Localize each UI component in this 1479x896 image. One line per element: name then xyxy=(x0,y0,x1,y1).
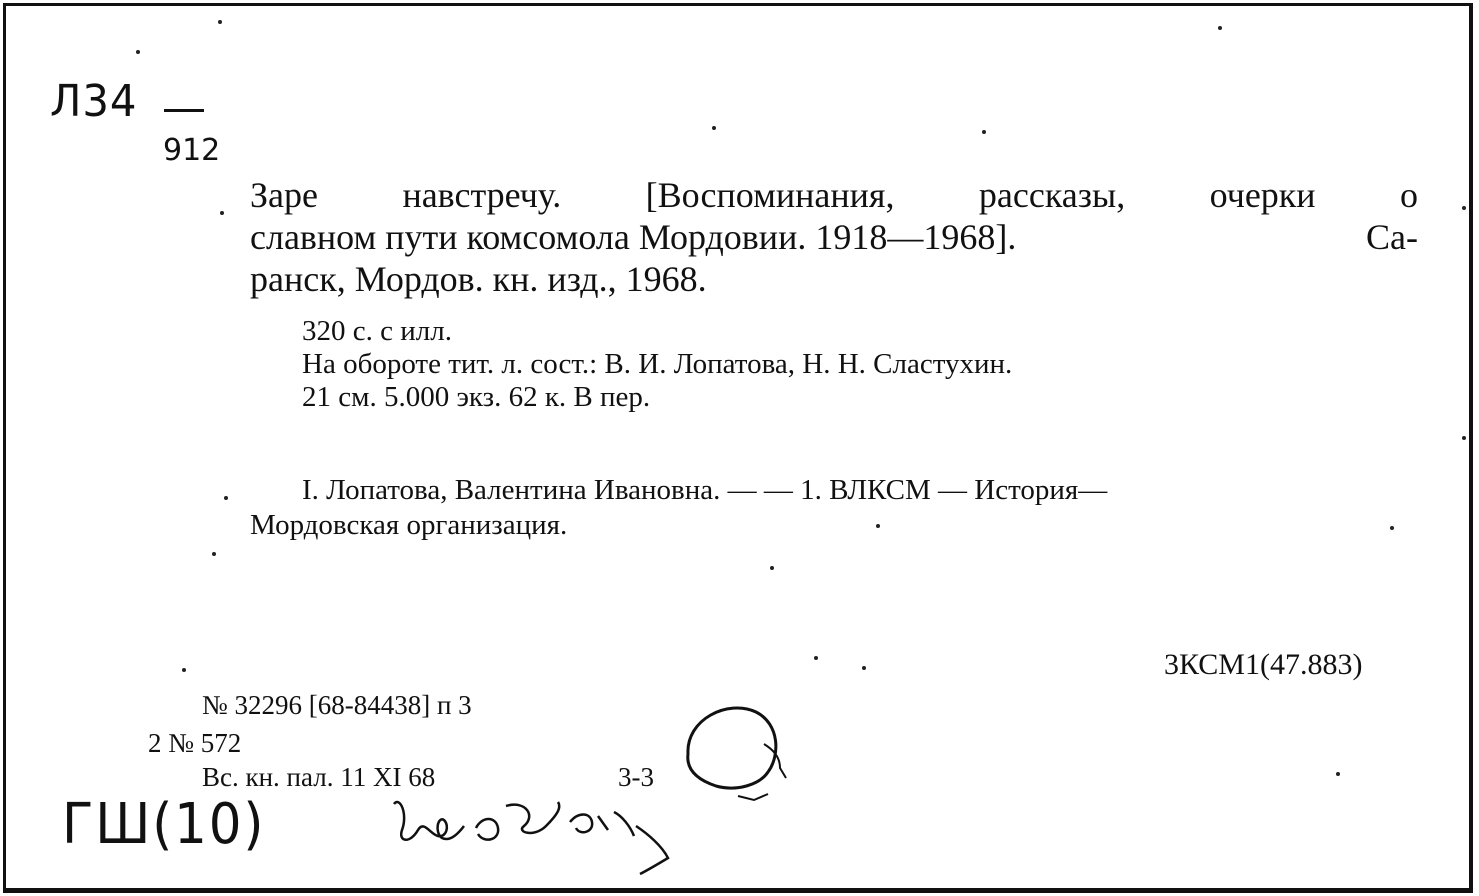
speck xyxy=(1390,526,1394,530)
speck xyxy=(862,666,866,670)
order-number-line-2: 2 № 572 xyxy=(148,728,242,758)
circle-stamp-icon xyxy=(668,694,798,814)
speck xyxy=(220,211,224,215)
verso-note: На обороте тит. л. сост.: В. И. Лопатова, Н. Н. Сластухин. xyxy=(302,348,1013,380)
speck xyxy=(1462,436,1466,440)
classification-code: 3КСМ1(47.883) xyxy=(1164,648,1363,681)
main-entry-line-2 xyxy=(250,216,1418,258)
main-entry-line-2-left: славном пути комсомола Мордовии. 1918—1968]. xyxy=(250,217,1017,257)
tracing-line-1: I. Лопатова, Валентина Ивановна. — — 1. ВЛКСМ — История— xyxy=(302,474,1108,506)
collation: 320 с. с илл. xyxy=(302,315,452,347)
main-entry-word: очерки xyxy=(1209,175,1316,215)
speck xyxy=(1462,206,1466,210)
speck xyxy=(136,50,140,54)
size-price-note: 21 см. 5.000 экз. 62 к. В пер. xyxy=(302,381,651,413)
main-entry-word: о xyxy=(1400,175,1418,215)
speck xyxy=(218,20,222,24)
speck xyxy=(1218,26,1222,30)
handwritten-call-number: ГШ(10) xyxy=(62,792,266,857)
call-number-bottom: 912 xyxy=(163,133,221,168)
speck xyxy=(814,656,818,660)
main-entry-word: рассказы, xyxy=(978,175,1126,215)
speck xyxy=(212,552,216,556)
handwritten-signature xyxy=(386,786,686,876)
speck xyxy=(876,524,880,528)
call-number-top: Л34 xyxy=(50,76,138,127)
main-entry-line-1 xyxy=(250,174,1418,216)
main-entry-word: Заре xyxy=(250,175,318,215)
call-number-divider xyxy=(164,109,204,112)
main-entry-word: навстречу. xyxy=(402,175,562,215)
main-entry-word: [Воспоминания, xyxy=(645,175,895,215)
main-entry-line-2-right: Са- xyxy=(1366,217,1418,257)
main-entry-line-3: ранск, Мордов. кн. изд., 1968. xyxy=(250,259,707,299)
speck xyxy=(224,496,228,500)
main-entry xyxy=(250,174,1418,300)
catalog-card xyxy=(3,3,1473,893)
speck xyxy=(712,126,716,130)
chamber-date-line: Вс. кн. пал. 11 XI 68 xyxy=(202,762,436,792)
card-code: 3-3 xyxy=(618,762,654,792)
speck xyxy=(1336,772,1340,776)
order-number-line-1: № 32296 [68-84438] п 3 xyxy=(202,690,472,720)
speck xyxy=(182,668,186,672)
speck xyxy=(982,130,986,134)
tracing-line-2: Мордовская организация. xyxy=(250,509,568,541)
speck xyxy=(770,566,774,570)
